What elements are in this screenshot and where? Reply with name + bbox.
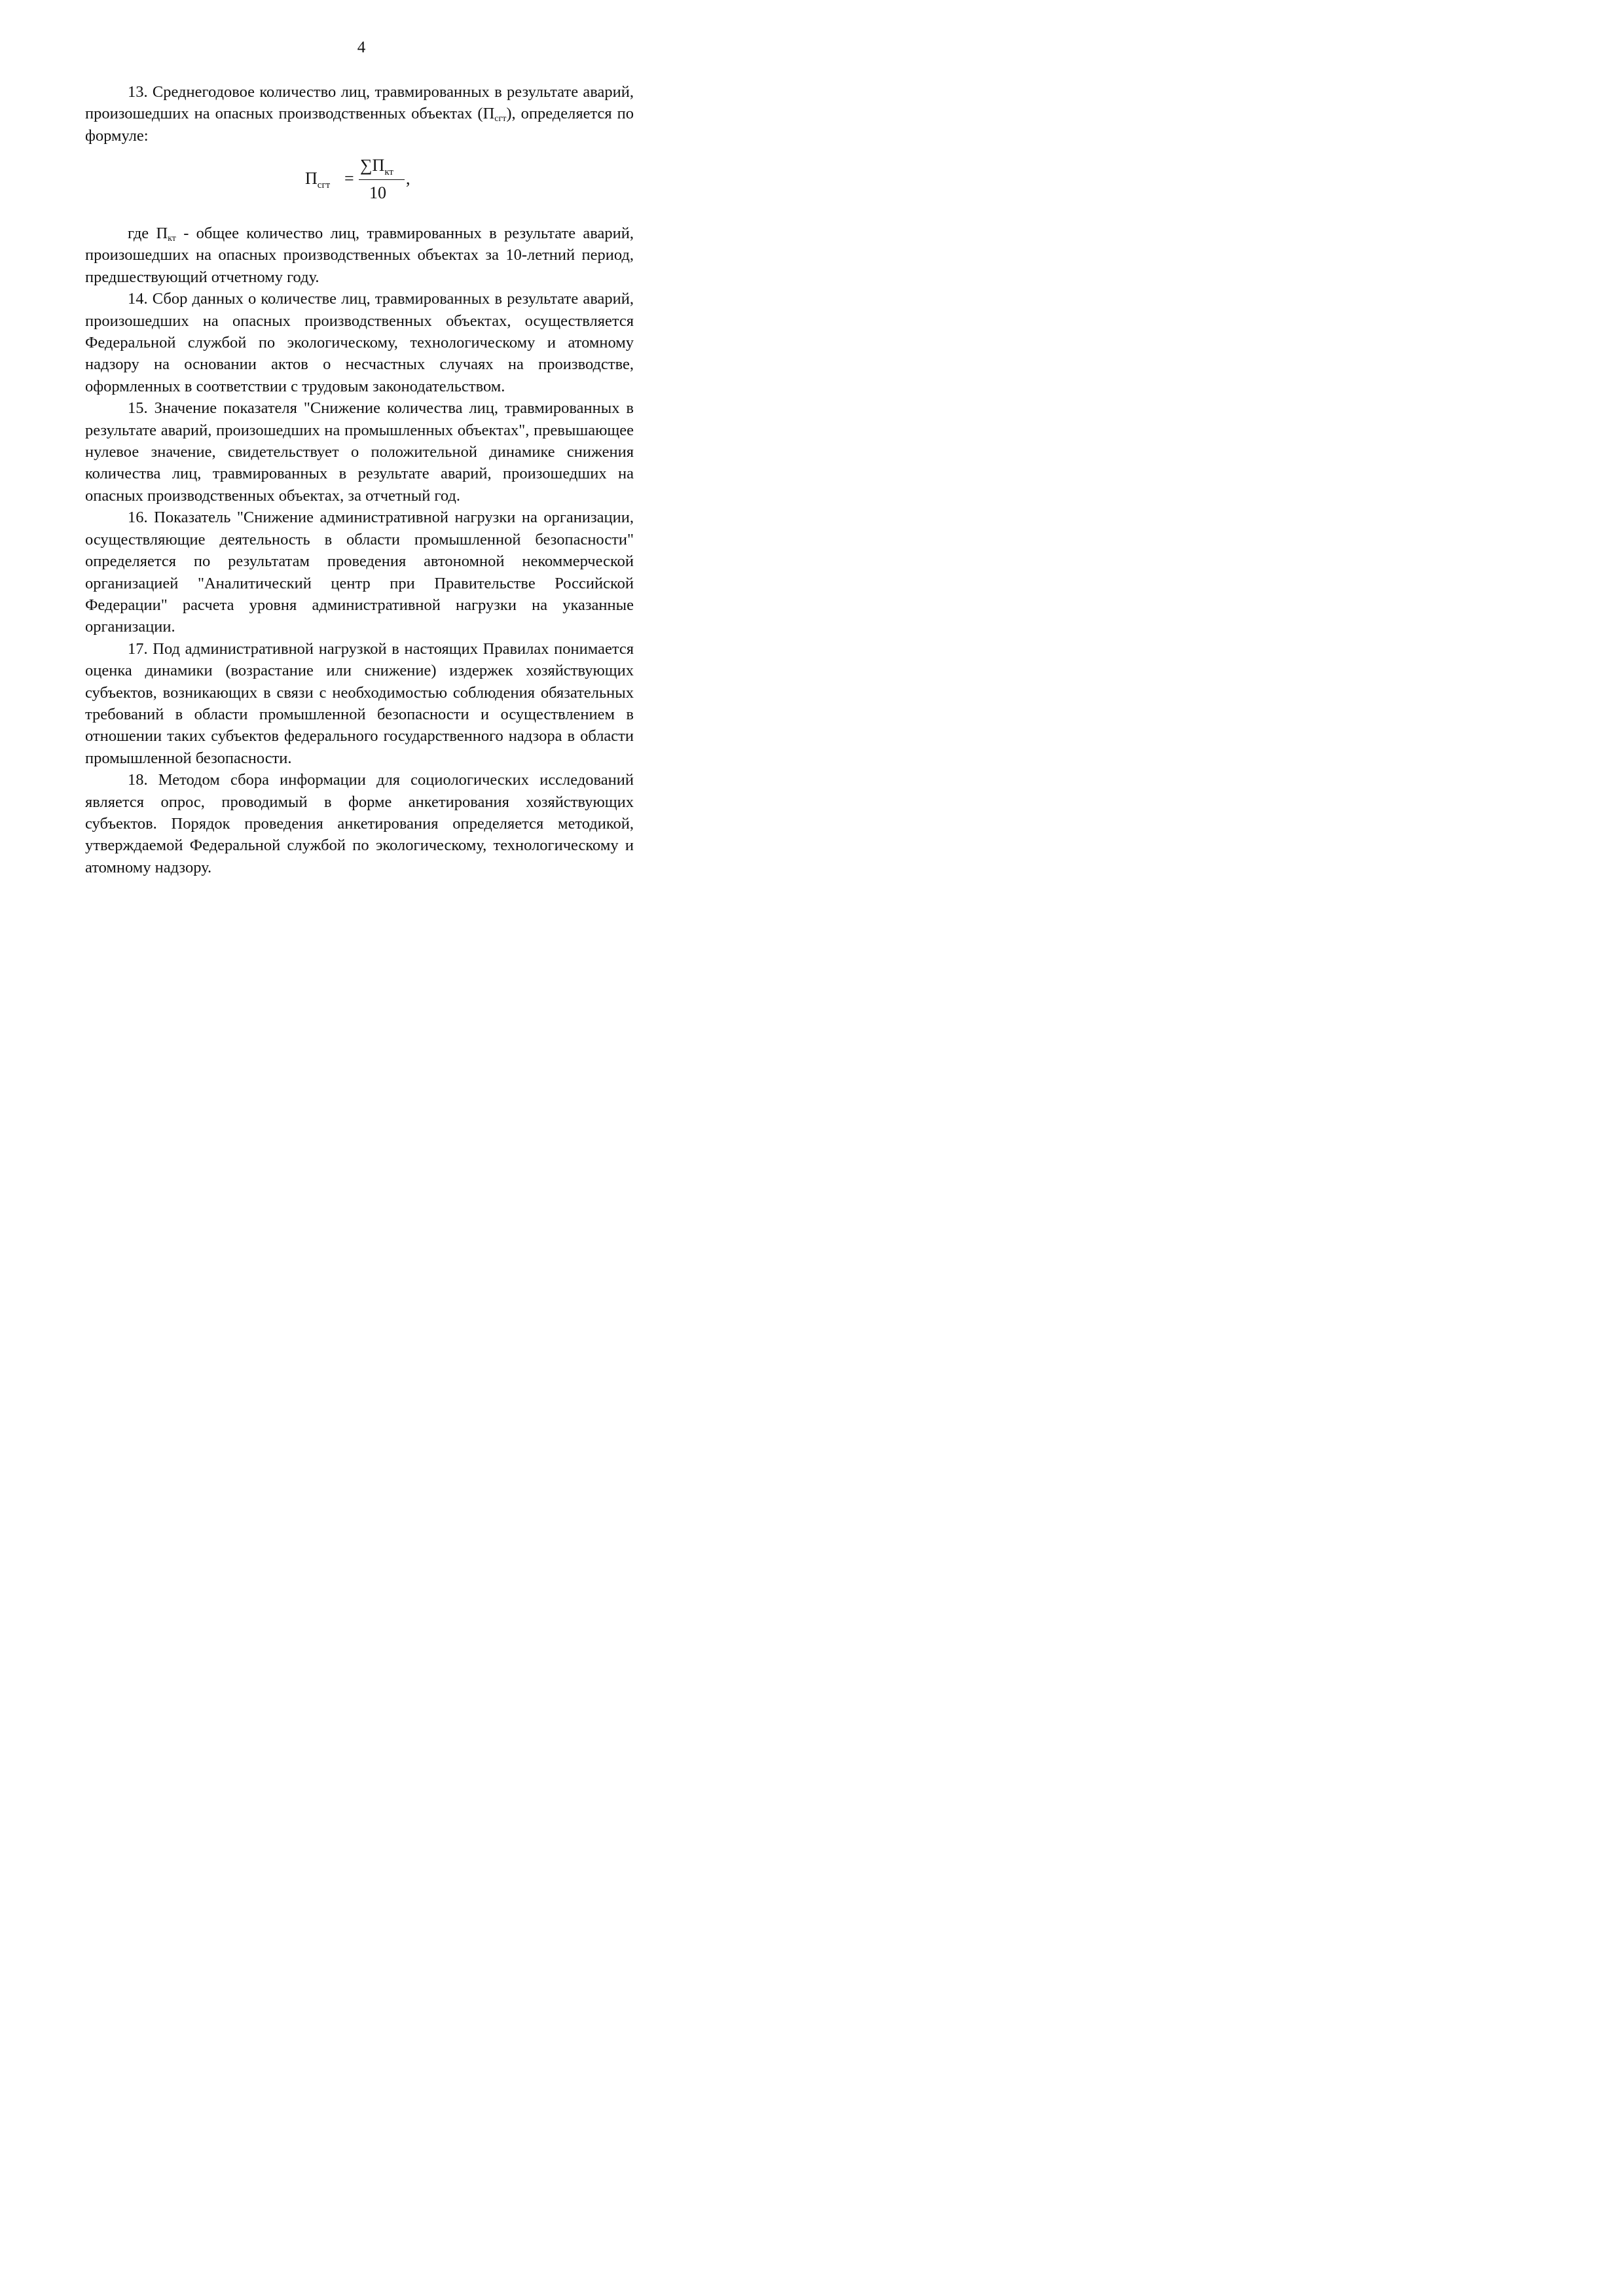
paragraph-16: 16. Показатель "Снижение административной нагрузки на организации, осуществляющие деятельность в области промышленной безопасности" определяется по результатам проведения автономной некоммерческой организацией "Аналитический центр при Правительстве Российской Федерации" расчета уровня административной нагрузки на указанные организации. bbox=[85, 509, 634, 636]
paragraph-where bbox=[85, 223, 634, 288]
paragraph-where-start: где П bbox=[128, 224, 168, 242]
formula-equals: = bbox=[344, 169, 354, 188]
paragraph-13-text: 13. Среднегодовое количество лиц, травмированных в результате аварий, произошедших на опасных производственных объектах (П bbox=[85, 83, 634, 123]
paragraph-13-subscript: сгт bbox=[494, 114, 507, 124]
paragraph-18: 18. Методом сбора информации для социологических исследований является опрос, проводимый в форме анкетирования хозяйствующих субъектов. Порядок проведения анкетирования определяется методикой, утверждаемой Федеральной службой по экологическому, технологическому и атомному надзору. bbox=[85, 771, 634, 876]
formula-numerator-symbol: П bbox=[372, 156, 385, 175]
formula-sum-sign: ∑ bbox=[360, 156, 373, 175]
formula-denominator: 10 bbox=[369, 183, 386, 202]
formula-lhs-subscript: сгт bbox=[317, 180, 331, 190]
body-text bbox=[85, 223, 634, 878]
formula-numerator bbox=[360, 156, 393, 175]
paragraph-15: 15. Значение показателя "Снижение количества лиц, травмированных в результате аварий, произошедших на промышленных объектах", превышающее нулевое значение, свидетельствует о положительной динамике снижения количества лиц, травмированных в результате аварий, произошедших на опасных производственных объектах, за отчетный год. bbox=[85, 399, 634, 505]
page-number: 4 bbox=[357, 39, 366, 56]
paragraph-where-subscript: кт bbox=[168, 234, 176, 243]
formula-comma: , bbox=[406, 169, 410, 188]
formula-lhs-symbol: П bbox=[305, 169, 318, 188]
formula bbox=[305, 154, 436, 207]
section-13 bbox=[85, 81, 634, 147]
paragraph-13 bbox=[85, 81, 634, 147]
formula-numerator-subscript: кт bbox=[384, 167, 393, 177]
paragraph-17: 17. Под административной нагрузкой в настоящих Правилах понимается оценка динамики (возрастание или снижение) издержек хозяйствующих субъектов, возникающих в связи с необходимостью соблюдения обязательных требований в области промышленной безопасности и осуществлением в отношении таких субъектов федерального государственного надзора в области промышленной безопасности. bbox=[85, 639, 634, 767]
formula-fraction-bar bbox=[359, 179, 405, 180]
formula-lhs bbox=[305, 169, 330, 188]
paragraph-where-end: - общее количество лиц, травмированных в результате аварий, произошедших на опасных производственных объектах за 10-летний период, предшествующий отчетному году. bbox=[85, 224, 634, 286]
paragraph-14: 14. Сбор данных о количестве лиц, травмированных в результате аварий, произошедших на опасных производственных объектах, осуществляется Федеральной службой по экологическому, технологическому и атомному надзору на основании актов о несчастных случаях на производстве, оформленных в соответствии с трудовым законодательством. bbox=[85, 290, 634, 395]
document-page bbox=[0, 0, 723, 1022]
paragraph-13-end: ), определяется по формуле: bbox=[85, 105, 634, 145]
